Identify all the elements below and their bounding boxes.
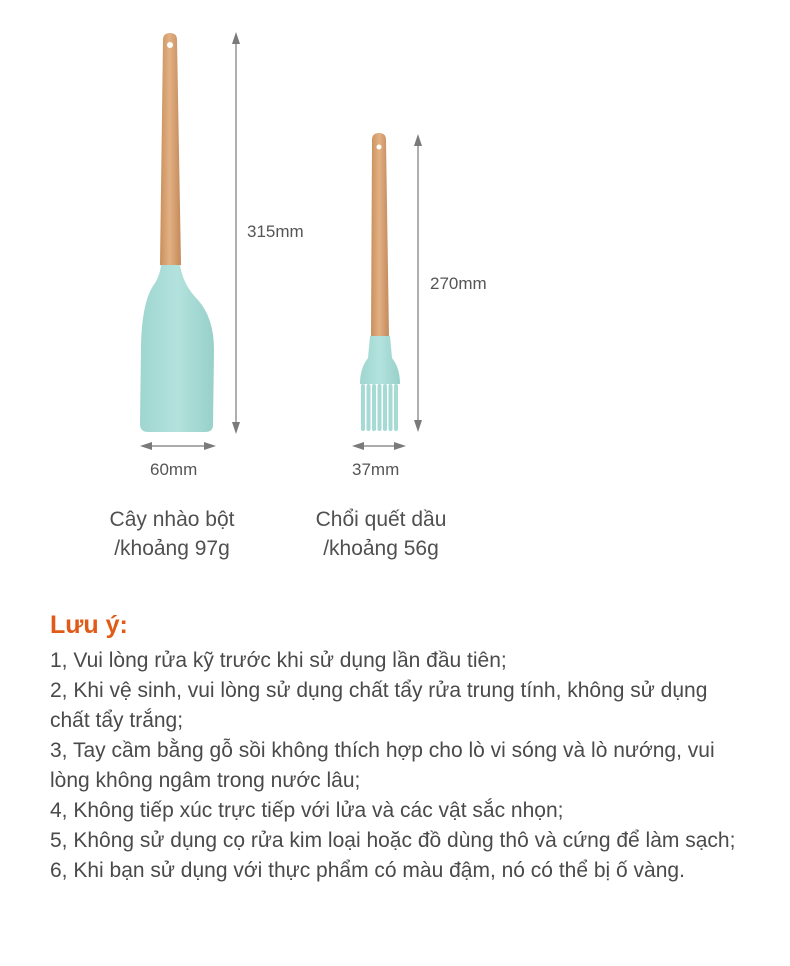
- note-item: 4, Không tiếp xúc trực tiếp với lửa và các vật sắc nhọn;: [50, 799, 564, 822]
- spatula-width-label: 60mm: [150, 460, 198, 479]
- spatula-illustration: [140, 33, 214, 432]
- brush-length-label: 270mm: [430, 274, 487, 293]
- spatula-hang-hole: [167, 42, 173, 48]
- brush-name: Chổi quết dầu: [315, 508, 447, 531]
- brush-length-arrow: [414, 134, 422, 432]
- brush-hang-hole: [377, 145, 382, 150]
- brush-illustration: [360, 133, 400, 431]
- brush-caption: [271, 505, 491, 563]
- brush-bristles: [361, 384, 398, 431]
- brush-handle: [371, 133, 389, 338]
- spatula-head: [140, 265, 214, 432]
- spatula-caption: [62, 505, 282, 563]
- note-item: 5, Không sử dụng cọ rửa kim loại hoặc đồ dùng thô và cứng để làm sạch;: [50, 829, 736, 852]
- notes-title: Lưu ý:: [50, 611, 128, 639]
- brush-head: [360, 336, 400, 384]
- spatula-length-label: 315mm: [247, 222, 304, 241]
- note-item: 2, Khi vệ sinh, vui lòng sử dụng chất tẩy rửa trung tính, không sử dụng chất tẩy trắng;: [50, 679, 708, 732]
- spatula-name: Cây nhào bột: [109, 508, 235, 531]
- notes-list: [50, 646, 750, 886]
- spatula-weight: /khoảng 97g: [114, 537, 230, 560]
- spatula-handle: [160, 33, 181, 265]
- brush-width-label: 37mm: [352, 460, 400, 479]
- notes-section: [50, 610, 750, 886]
- spatula-width-arrow: [140, 442, 216, 450]
- spatula-length-arrow: [232, 32, 240, 434]
- brush-width-arrow: [352, 442, 406, 450]
- note-item: 1, Vui lòng rửa kỹ trước khi sử dụng lần đầu tiên;: [50, 649, 507, 672]
- brush-weight: /khoảng 56g: [323, 537, 439, 560]
- note-item: 3, Tay cầm bằng gỗ sồi không thích hợp cho lò vi sóng và lò nướng, vui lòng không ngâm trong nước lâu;: [50, 739, 715, 792]
- note-item: 6, Khi bạn sử dụng với thực phẩm có màu đậm, nó có thể bị ố vàng.: [50, 859, 685, 882]
